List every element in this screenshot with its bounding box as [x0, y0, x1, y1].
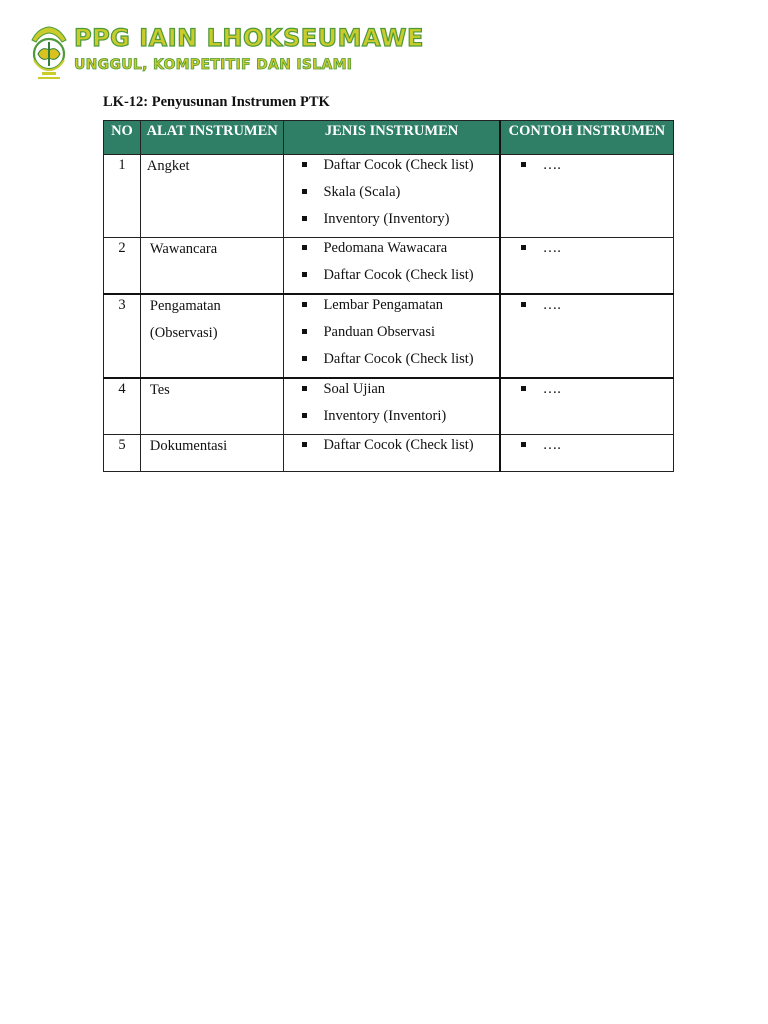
cell-alat: [140, 378, 284, 435]
header-contoh-instrumen: CONTOH INSTRUMEN: [500, 121, 674, 155]
page-header: [26, 22, 424, 84]
instrument-table: [103, 120, 674, 472]
list-item: Soal Ujian: [284, 379, 498, 406]
bullet-icon: [302, 216, 307, 221]
cell-contoh: [500, 435, 674, 472]
document-title: LK-12: Penyusunan Instrumen PTK: [103, 94, 330, 110]
table-header-row: [104, 121, 674, 155]
bullet-icon: [302, 356, 307, 361]
cell-contoh: [500, 155, 674, 238]
cell-jenis: [284, 294, 500, 378]
bullet-icon: [521, 386, 526, 391]
bullet-icon: [302, 442, 307, 447]
alat-text: Pengamatan (Observasi): [149, 298, 221, 341]
cell-alat: [140, 155, 284, 238]
bullet-icon: [302, 162, 307, 167]
bullet-icon: [521, 162, 526, 167]
brand-title: PPG IAIN LHOKSEUMAWE: [74, 24, 424, 52]
cell-alat: [140, 238, 284, 295]
list-item: Skala (Scala): [284, 182, 498, 209]
iain-logo-icon: [26, 24, 72, 82]
table-row: [104, 155, 674, 238]
cell-contoh: [500, 294, 674, 378]
bullet-icon: [302, 245, 307, 250]
bullet-icon: [521, 442, 526, 447]
header-alat-instrumen: ALAT INSTRUMEN: [140, 121, 284, 155]
cell-contoh: [500, 378, 674, 435]
list-item: Inventory (Inventori): [284, 406, 498, 433]
cell-jenis: [284, 378, 500, 435]
bullet-icon: [302, 386, 307, 391]
alat-text: Angket: [146, 158, 190, 174]
bullet-icon: [302, 413, 307, 418]
cell-no: 3: [104, 294, 141, 378]
list-item: Daftar Cocok (Check list): [284, 435, 498, 462]
cell-contoh: [500, 238, 674, 295]
list-item: ….: [501, 435, 673, 462]
list-item: Pedomana Wawacara: [284, 238, 498, 265]
list-item: Inventory (Inventory): [284, 209, 498, 236]
list-item: Panduan Observasi: [284, 322, 498, 349]
bullet-icon: [302, 272, 307, 277]
bullet-icon: [521, 245, 526, 250]
cell-no: 5: [104, 435, 141, 472]
list-item: ….: [501, 379, 673, 406]
table-row: [104, 238, 674, 295]
cell-alat: [140, 294, 284, 378]
cell-no: 1: [104, 155, 141, 238]
header-no: NO: [104, 121, 141, 155]
cell-no: 2: [104, 238, 141, 295]
alat-text: Wawancara: [149, 241, 218, 257]
header-jenis-instrumen: JENIS INSTRUMEN: [284, 121, 500, 155]
list-item: ….: [501, 238, 673, 265]
bullet-icon: [302, 302, 307, 307]
table-row: [104, 378, 674, 435]
table-row: [104, 294, 674, 378]
list-item: Daftar Cocok (Check list): [284, 265, 498, 292]
cell-no: 4: [104, 378, 141, 435]
bullet-icon: [302, 189, 307, 194]
alat-text: Dokumentasi: [149, 438, 228, 454]
cell-jenis: [284, 155, 500, 238]
bullet-icon: [302, 329, 307, 334]
list-item: Lembar Pengamatan: [284, 295, 498, 322]
table-row: [104, 435, 674, 472]
list-item: Daftar Cocok (Check list): [284, 155, 498, 182]
list-item: ….: [501, 295, 673, 322]
bullet-icon: [521, 302, 526, 307]
cell-jenis: [284, 435, 500, 472]
list-item: ….: [501, 155, 673, 182]
list-item: Daftar Cocok (Check list): [284, 349, 498, 376]
brand-subtitle: UNGGUL, KOMPETITIF DAN ISLAMI: [74, 57, 353, 73]
cell-jenis: [284, 238, 500, 295]
alat-text: Tes: [149, 382, 170, 398]
cell-alat: [140, 435, 284, 472]
